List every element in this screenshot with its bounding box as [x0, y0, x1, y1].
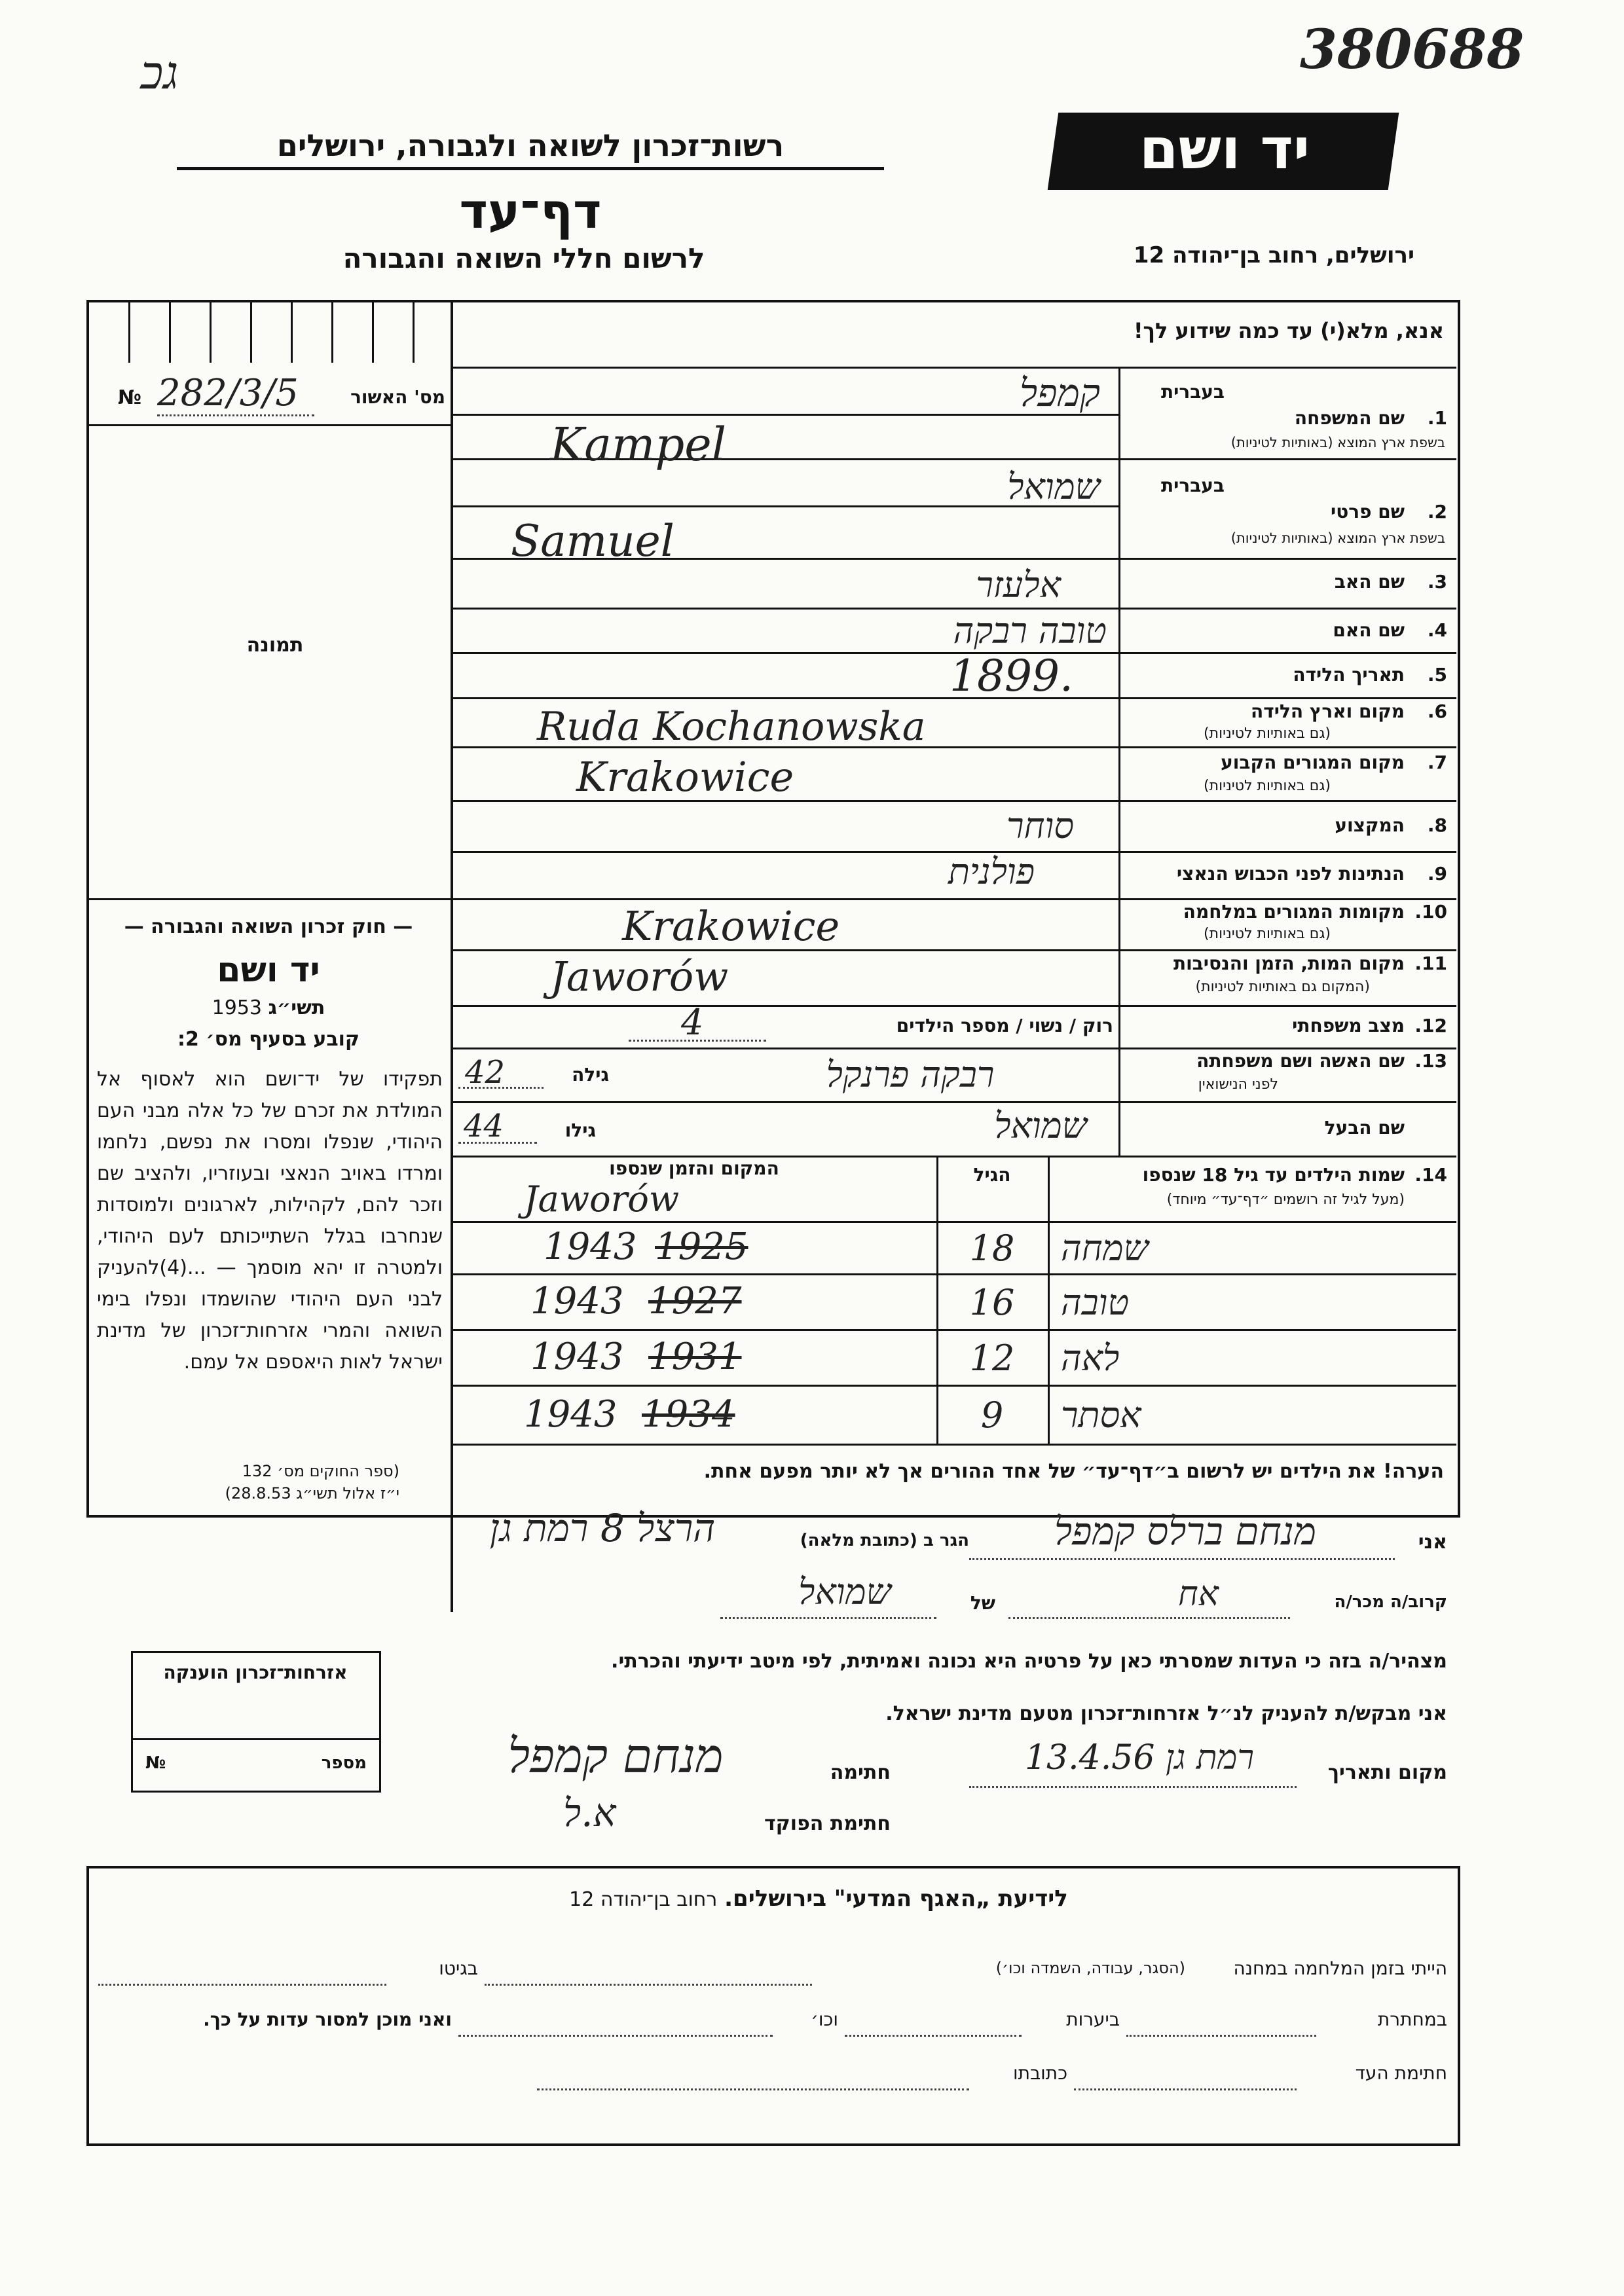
child-year[interactable]: 1943 [544, 1226, 637, 1268]
field-4-value[interactable]: טובה רבקה [953, 610, 1107, 651]
law-ref-line-2: י״ז אלול תשי״ג 28.8.53) [225, 1484, 399, 1503]
citizenship-number-label: מספר [321, 1753, 367, 1773]
decl-relation-label: קרוב/ה מכר/ה [1334, 1592, 1447, 1612]
field-3-number: 3. [1427, 571, 1447, 592]
footer-title: לידיעת „האגף המדעי" בירושלים. [724, 1886, 1068, 1912]
field-1-value-hebrew[interactable]: קמפל [1020, 371, 1100, 415]
field-10-label: מקומות המגורים במלחמה [1183, 901, 1405, 922]
footer-address: רחוב בן־יהודה 12 [569, 1888, 718, 1911]
child-birth-crossed: 1925 [655, 1226, 748, 1268]
field-2-value-latin[interactable]: Samuel [511, 516, 674, 566]
field-11-number: 11. [1414, 953, 1447, 974]
children-subtitle: (מעל לגיל זה רושמים ״דף־עד״ מיוחד) [1166, 1192, 1405, 1208]
footer-heading [458, 1886, 1179, 1912]
photo-label: תמונה [246, 634, 304, 657]
footer-line3-witness-signature: חתימת העד [1355, 2062, 1447, 2084]
footer-line1-ghetto: בגיטו [439, 1958, 478, 1979]
footer-line2-forests: ביערות [1066, 2009, 1120, 2030]
field-7-label: מקום המגורים הקבוע [1221, 752, 1405, 773]
husband-label: שם הבעל [1324, 1117, 1405, 1139]
field-12-children-count[interactable]: 4 [681, 1002, 704, 1043]
field-1-value-latin[interactable]: Kampel [550, 418, 727, 471]
husband-name[interactable]: שמואל [994, 1105, 1087, 1146]
decl-of-name[interactable]: שמואל [798, 1571, 891, 1613]
footer-line2-etc: וכו׳ [811, 2009, 838, 2030]
law-year-hebrew: תשי״ג [268, 996, 325, 1019]
field-4-number: 4. [1427, 619, 1447, 641]
child-age[interactable]: 18 [969, 1228, 1015, 1269]
field-9-value[interactable]: פולנית [948, 851, 1035, 892]
footer-line2-testimony: ואני מוכן למסור עדות על כך. [203, 2009, 452, 2030]
field-4-label: שם האם [1333, 619, 1405, 641]
authority-line: רשות־זכרון לשואה ולגבורה, ירושלים [177, 128, 884, 170]
official-label: חתימת הפוקד [764, 1812, 891, 1835]
footer-line1-camp: הייתי בזמן המלחמה במחנה [1233, 1958, 1447, 1979]
decl-statement: מצהיר/ה בזה כי העדות שמסרתי כאן על פרטיה היא נכונה ואמיתית, לפי מיטב ידיעתי והכרתי. [611, 1650, 1447, 1673]
logo-text: יד ושם [1139, 117, 1310, 182]
child-year[interactable]: 1943 [524, 1393, 618, 1436]
children-col-place: המקום והזמן שנספו [609, 1157, 779, 1179]
child-name[interactable]: טובה [1061, 1282, 1130, 1323]
signature-label: חתימה [830, 1761, 891, 1784]
field-7-number: 7. [1427, 752, 1447, 773]
field-13-wife-name[interactable]: רבקה פרנקל [826, 1054, 995, 1095]
header-address: ירושלים, רחוב בן־יהודה 12 [1133, 242, 1414, 268]
field-11-label: מקום המות, הזמן והנסיבות [1173, 953, 1405, 974]
child-year[interactable]: 1943 [530, 1336, 624, 1378]
field-13-wife-age-label: גילה [572, 1064, 609, 1085]
law-title: — חוק זכרון השואה והגבורה — [124, 915, 413, 938]
footer-line1-types: (הסגר, עבודה, השמדה וכו׳) [995, 1959, 1185, 1977]
place-date[interactable]: רמת גן 13.4.56 [1024, 1738, 1255, 1777]
law-ref-line-1: (ספר החוקים מס׳ 132 [242, 1462, 399, 1480]
field-11-sub: (המקום גם באותיות לטיניות) [1195, 979, 1370, 995]
field-7-value[interactable]: Krakowice [576, 753, 794, 801]
child-birth-crossed: 1934 [642, 1393, 735, 1436]
field-8-number: 8. [1427, 814, 1447, 836]
footer-line2-underground: במחתרת [1377, 2009, 1447, 2030]
field-6-number: 6. [1427, 701, 1447, 722]
law-section: קובע בסעיף מס׳ 2: [177, 1028, 360, 1051]
approval-number: 282/3/5 [157, 372, 314, 416]
law-reference [98, 1460, 399, 1504]
decl-request: אני מבקש/ת להעניק לנ״ל אזרחות־זכרון מטעם מדינת ישראל. [885, 1702, 1447, 1725]
field-12-status-options: רוק / נשוי / מספר הילדים [896, 1015, 1113, 1036]
child-year[interactable]: 1943 [530, 1280, 624, 1322]
citizenship-number-sign: № [145, 1753, 166, 1773]
child-birth-crossed: 1927 [648, 1280, 742, 1322]
field-5-label: תאריך הלידה [1293, 664, 1405, 685]
children-title: שמות הילדים עד גיל 18 שנספו [1142, 1164, 1405, 1186]
field-6-sub: (גם באותיות לטיניות) [1204, 725, 1331, 742]
field-3-value[interactable]: אלעזר [976, 564, 1061, 606]
field-10-number: 10. [1414, 901, 1447, 922]
field-13-wife-age[interactable]: 42 [465, 1054, 506, 1091]
child-age[interactable]: 12 [969, 1338, 1015, 1379]
field-5-number: 5. [1427, 664, 1447, 685]
field-1-hebrew-hint: בעברית [1160, 381, 1225, 403]
field-8-label: המקצוע [1335, 814, 1405, 836]
field-13-sub: לפני הנישואין [1198, 1076, 1278, 1093]
form-subtitle: לרשום חללי השואה והגבורה [342, 242, 705, 274]
field-1-label: שם המשפחה [1294, 407, 1405, 429]
husband-age[interactable]: 44 [464, 1108, 504, 1144]
law-year-number: 1953 [212, 996, 263, 1019]
child-birth-crossed: 1931 [648, 1336, 742, 1378]
archive-number: 380688 [1300, 18, 1524, 81]
law-name: יד ושם [217, 951, 320, 990]
field-9-label: הנתינות לפני הכבוש הנאצי [1176, 863, 1405, 884]
field-9-number: 9. [1427, 863, 1447, 884]
field-7-sub: (גם באותיות לטיניות) [1204, 778, 1331, 794]
place-date-label: מקום ותאריך [1327, 1761, 1447, 1784]
field-10-sub: (גם באותיות לטיניות) [1204, 926, 1331, 942]
field-10-value[interactable]: Krakowice [622, 902, 840, 950]
field-13-label: שם האשה ושם משפחתה [1196, 1050, 1405, 1072]
decl-declarant[interactable]: מנחם ברלס קמפל [1054, 1509, 1317, 1554]
field-2-sub: בשפת ארץ המוצא (באותיות לטיניות) [1230, 530, 1445, 546]
field-12-label: מצב משפחתי [1292, 1015, 1405, 1036]
official-signature: א.ל [563, 1791, 616, 1835]
decl-gar-label: הגר ב (כתובת מלאה) [800, 1531, 969, 1550]
field-2-number: 2. [1427, 501, 1447, 522]
field-12-number: 12. [1414, 1015, 1447, 1036]
field-1-number: 1. [1427, 407, 1447, 429]
children-place[interactable]: Jaworów [524, 1178, 680, 1220]
field-11-value[interactable]: Jaworów [550, 953, 729, 1000]
field-1-sub: בשפת ארץ המוצא (באותיות לטיניות) [1230, 435, 1445, 450]
field-2-hebrew-hint: בעברית [1160, 475, 1225, 496]
child-age[interactable]: 9 [980, 1394, 1004, 1436]
decl-of-label: של [970, 1592, 995, 1614]
field-8-value[interactable]: סוחר [1006, 805, 1074, 847]
decl-address[interactable]: הרצל 8 רמת גן [489, 1506, 716, 1550]
corner-mark: גכ [141, 46, 179, 100]
children-note: הערה! את הילדים יש לרשום ב״דף־עד״ של אחד ההורים אך לא יותר מפעם אחת. [703, 1460, 1444, 1483]
field-13-number: 13. [1414, 1050, 1447, 1072]
citizenship-box-title: אזרחות־זכרון הוענקה [163, 1662, 348, 1683]
approval-number-sign: № [118, 386, 142, 409]
field-2-value-hebrew[interactable]: שמואל [1007, 466, 1100, 507]
field-6-value[interactable]: Ruda Kochanowska [537, 704, 926, 750]
field-5-value[interactable]: 1899. [950, 651, 1073, 701]
intro-text: אנא, מלא(י) עד כמה שידוע לך! [1133, 318, 1444, 343]
decl-ani: אני [1418, 1531, 1447, 1554]
field-6-label: מקום וארץ הלידה [1251, 701, 1405, 722]
field-3-label: שם האב [1334, 571, 1405, 592]
footer-line3-address: כתובתו [1012, 2062, 1067, 2084]
children-col-age: הגיל [973, 1164, 1011, 1186]
decl-relation[interactable]: אח [1178, 1575, 1219, 1614]
signature[interactable]: מנחם קמפל [507, 1728, 724, 1783]
child-name[interactable]: שמחה [1061, 1228, 1149, 1269]
husband-age-label: גילו [564, 1120, 596, 1141]
law-year [98, 996, 439, 1019]
law-text: תפקידו של יד־ושם הוא לאסוף אל המולדת את זכרם של כל אלה מבני העם היהודי, שנפלו ומסרו את נפשם, נלחמו ומרדו באויב הנאצי ובעוזריו, ולהציב שם וזכר להם, לקהילות, לארגונים ולמוסדות שנחרבו בגלל השתייכותם לעם היהודי, ולמטרה זו יהא מוסמך — ...(4)להעניק לבני העם היהודי שהושמדו ונפלו בימי השואה והמרי אזרחות־זכרון של מדינת ישראל לאות היאספם אל עמם. [97, 1068, 443, 1374]
child-name[interactable]: אסתר [1061, 1394, 1141, 1436]
field-2-label: שם פרטי [1330, 501, 1405, 522]
child-name[interactable]: לאה [1061, 1338, 1120, 1379]
form-title: דף־עד [459, 183, 602, 240]
approval-label: מס' האשור [350, 386, 445, 408]
children-number: 14. [1414, 1164, 1447, 1186]
child-age[interactable]: 16 [969, 1282, 1015, 1323]
